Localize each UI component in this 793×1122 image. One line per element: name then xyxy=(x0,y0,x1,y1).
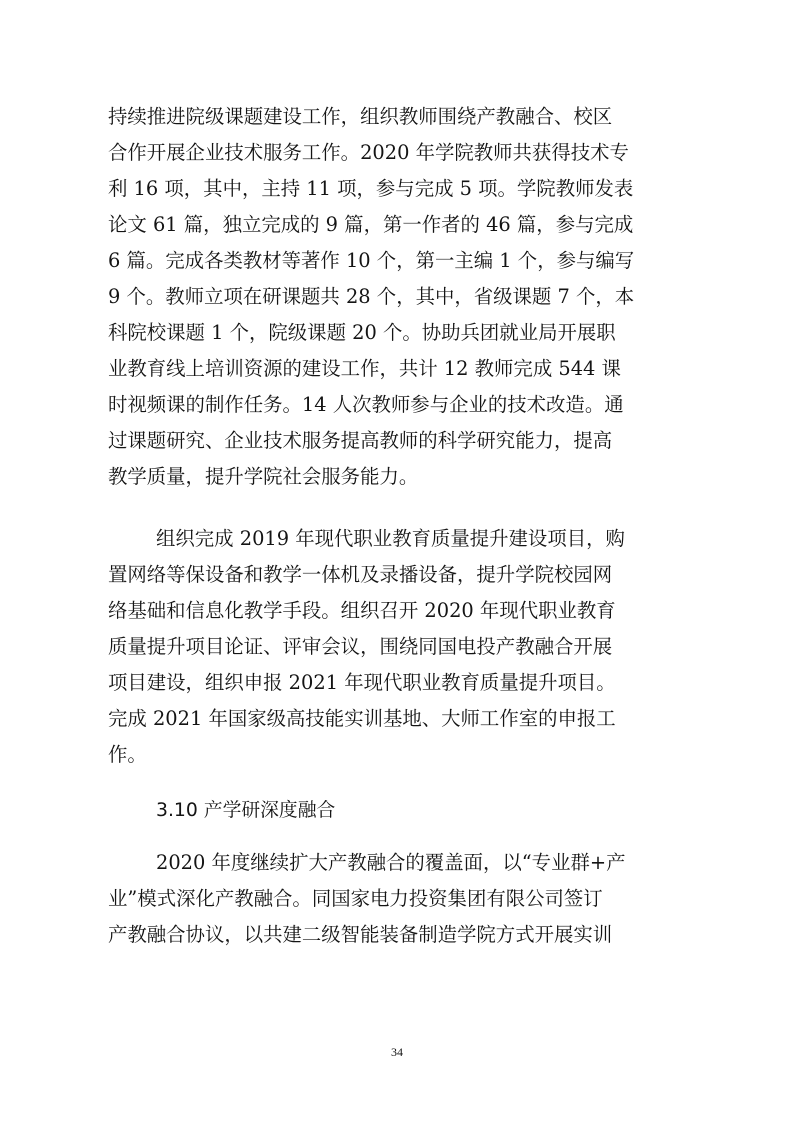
body-text-line: 产教融合协议，以共建二级智能装备制造学院方式开展实训 xyxy=(108,923,613,946)
body-text-line: 作。 xyxy=(108,743,147,766)
body-text-line: 项目建设，组织申报 2021 年现代职业教育质量提升项目。 xyxy=(108,671,616,694)
body-text-line: 过课题研究、企业技术服务提高教师的科学研究能力，提高 xyxy=(108,429,613,452)
body-text-line: 6 篇。完成各类教材等著作 10 个，第一主编 1 个，参与编写 xyxy=(108,249,635,272)
body-text-line: 完成 2021 年国家级高技能实训基地、大师工作室的申报工 xyxy=(108,707,616,730)
body-text-line: 时视频课的制作任务。14 人次教师参与企业的技术改造。通 xyxy=(108,393,624,416)
body-text-line: 合作开展企业技术服务工作。2020 年学院教师共获得技术专 xyxy=(108,141,629,164)
body-text-line: 业”模式深化产教融合。同国家电力投资集团有限公司签订 xyxy=(108,887,603,910)
body-text-line: 利 16 项，其中，主持 11 项，参与完成 5 项。学院教师发表 xyxy=(108,177,634,200)
body-text-line: 业教育线上培训资源的建设工作，共计 12 教师完成 544 课 xyxy=(108,357,621,380)
body-text-line: 持续推进院级课题建设工作，组织教师围绕产教融合、校区 xyxy=(108,105,613,128)
body-text-line: 论文 61 篇，独立完成的 9 篇，第一作者的 46 篇，参与完成 xyxy=(108,213,634,236)
section-heading: 3.10 产学研深度融合 xyxy=(156,800,336,821)
body-text-line: 置网络等保设备和教学一体机及录播设备，提升学院校园网 xyxy=(108,563,613,586)
body-text-line: 质量提升项目论证、评审会议，围绕同国电投产教融合开展 xyxy=(108,635,613,658)
page-number: 34 xyxy=(391,1045,403,1059)
body-text-line: 9 个。教师立项在研课题共 28 个，其中，省级课题 7 个，本 xyxy=(108,285,635,308)
body-text-line: 组织完成 2019 年现代职业教育质量提升建设项目，购 xyxy=(156,527,625,550)
body-text-line: 教学质量，提升学院社会服务能力。 xyxy=(108,465,419,488)
body-text-line: 科院校课题 1 个，院级课题 20 个。协助兵团就业局开展职 xyxy=(108,321,616,344)
body-text-line: 2020 年度继续扩大产教融合的覆盖面，以“专业群+产 xyxy=(156,851,626,874)
body-text-line: 络基础和信息化教学手段。组织召开 2020 年现代职业教育 xyxy=(108,599,616,622)
